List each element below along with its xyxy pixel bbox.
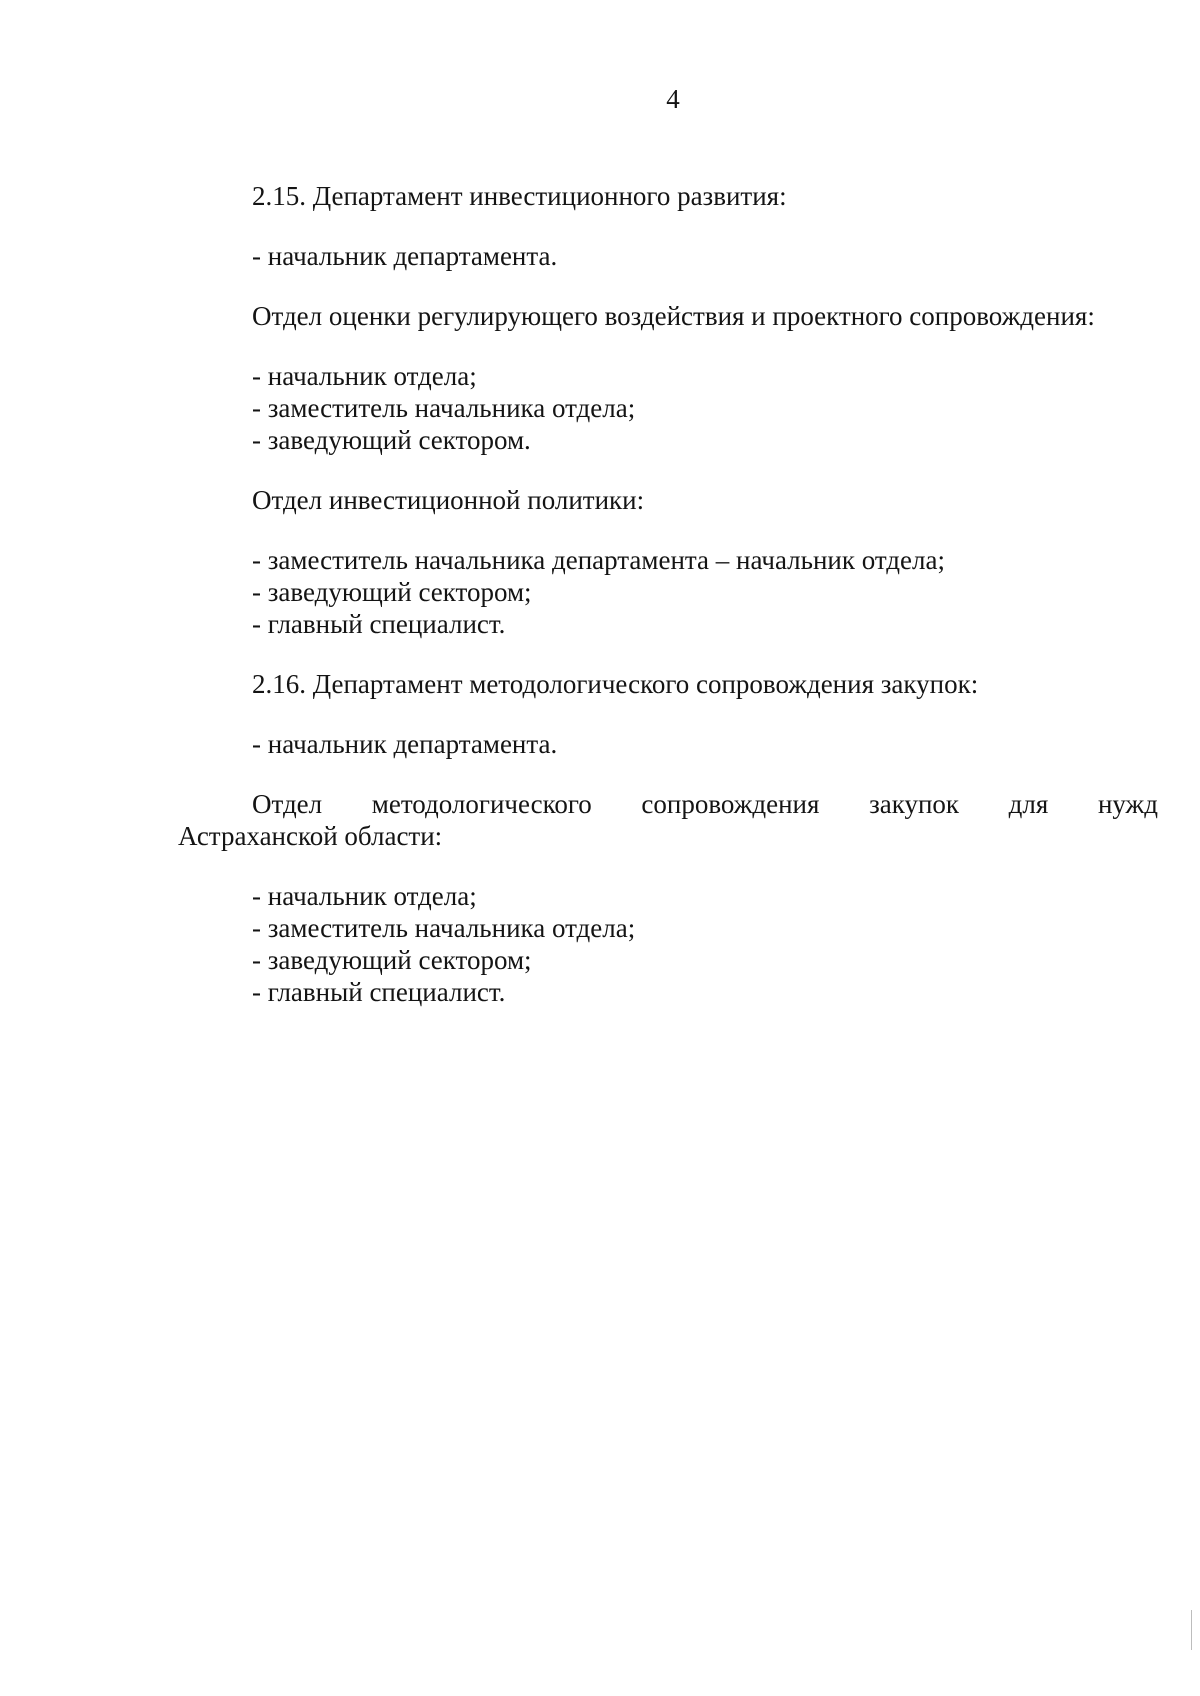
title-word: сопровождения xyxy=(641,789,820,819)
list-item: - главный специалист. xyxy=(252,609,506,639)
title-word: для xyxy=(1008,789,1049,819)
department-title-investment-policy: Отдел инвестиционной политики: xyxy=(252,485,645,515)
list-item: - начальник отдела; xyxy=(252,361,477,391)
position-list-investment-policy xyxy=(252,544,1158,640)
title-word: закупок xyxy=(869,789,960,819)
list-item: - заведующий сектором; xyxy=(252,945,532,975)
list-item: - заведующий сектором; xyxy=(252,577,532,607)
list-item: - начальник департамента. xyxy=(252,729,558,759)
scan-edge-mark xyxy=(1191,1610,1192,1650)
list-item: - заведующий сектором. xyxy=(252,425,531,455)
list-item: - заместитель начальника отдела; xyxy=(252,913,636,943)
department-title-second-line: Астраханской области: xyxy=(178,821,443,851)
list-item: - заместитель начальника отдела; xyxy=(252,393,636,423)
department-title-procurement xyxy=(178,788,1158,852)
list-item: - начальник отдела; xyxy=(252,881,477,911)
position-list-procurement xyxy=(252,880,1158,1008)
page-number: 4 xyxy=(666,84,680,114)
title-word: методологического xyxy=(371,789,592,819)
section-heading-2-15: 2.15. Департамент инвестиционного развития: xyxy=(252,181,787,211)
department-head-block xyxy=(252,728,1158,760)
department-head-block xyxy=(252,240,1158,272)
list-item: - начальник департамента. xyxy=(252,241,558,271)
title-word: Отдел xyxy=(252,789,323,819)
section-heading-2-16: 2.16. Департамент методологического сопровождения закупок: xyxy=(252,669,979,699)
list-item: - заместитель начальника департамента – начальник отдела; xyxy=(252,545,945,575)
position-list-regulatory xyxy=(252,360,1158,456)
list-item: - главный специалист. xyxy=(252,977,506,1007)
department-title-first-line xyxy=(178,788,1158,820)
title-word: нужд xyxy=(1097,789,1158,819)
department-title-regulatory: Отдел оценки регулирующего воздействия и проектного сопровождения: xyxy=(252,301,1095,331)
document-body xyxy=(178,180,1158,1036)
